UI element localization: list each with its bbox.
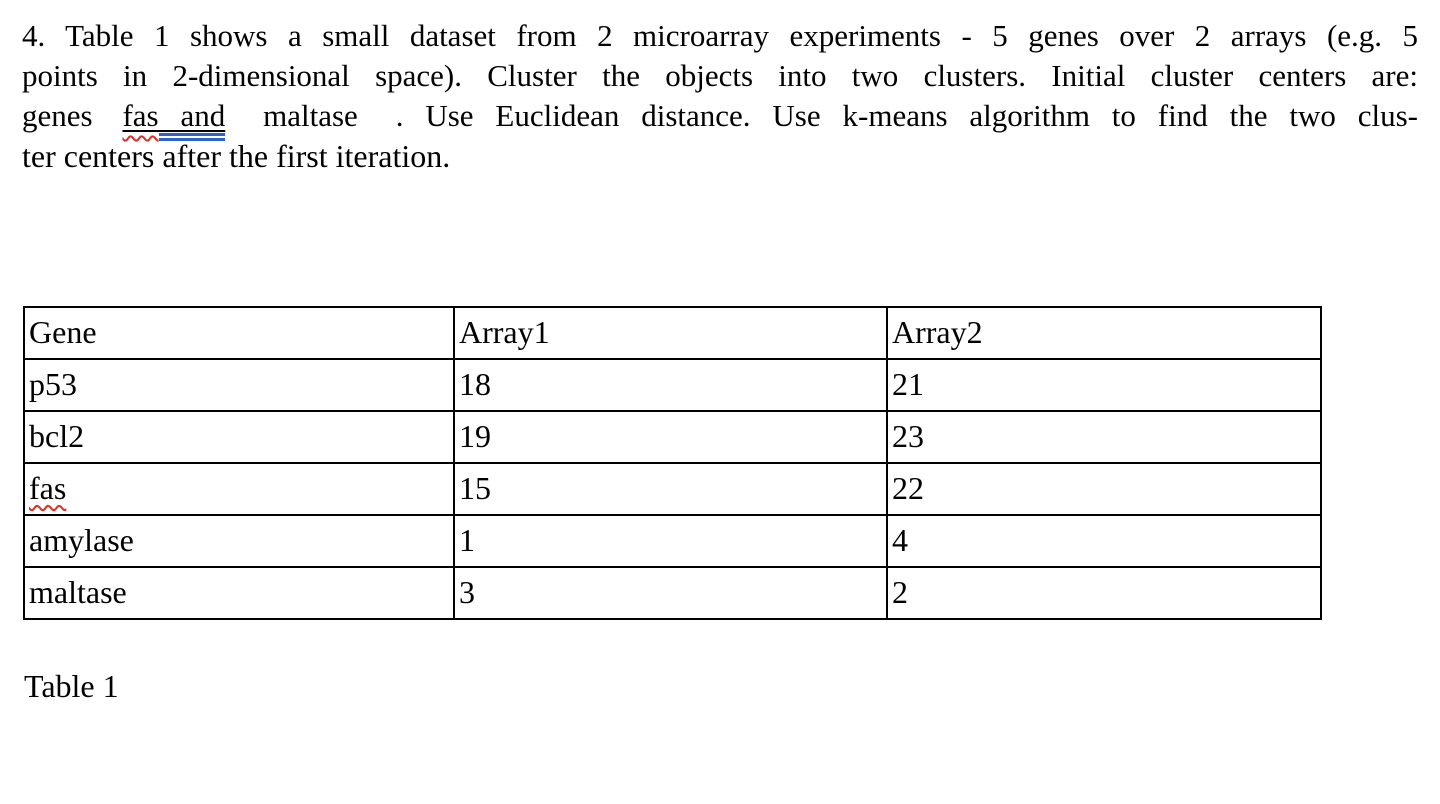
cell-gene-fas bbox=[24, 463, 454, 515]
cell-p53-array1: 18 bbox=[454, 359, 887, 411]
paragraph-line-1: 4. Table 1 shows a small dataset from 2 microarray experiments - 5 genes over 2 arrays (e.g. 5 bbox=[22, 18, 1418, 53]
cell-bcl2-array1: 19 bbox=[454, 411, 887, 463]
table-caption: Table 1 bbox=[24, 668, 119, 704]
cell-gene-bcl2: bcl2 bbox=[24, 411, 454, 463]
table-row bbox=[24, 515, 1321, 567]
cell-maltase-array1: 3 bbox=[454, 567, 887, 619]
cell-gene-amylase: amylase bbox=[24, 515, 454, 567]
table-row bbox=[24, 567, 1321, 619]
table-header-row bbox=[24, 307, 1321, 359]
cell-fas-array1: 15 bbox=[454, 463, 887, 515]
table-row bbox=[24, 463, 1321, 515]
fas-and-underlined-phrase bbox=[122, 98, 225, 133]
header-gene: Gene bbox=[24, 307, 454, 359]
paragraph-line-2: points in 2-dimensional space). Cluster the objects into two clusters. Initial cluster centers are: bbox=[22, 58, 1418, 93]
table-row bbox=[24, 359, 1321, 411]
cell-p53-array2: 21 bbox=[887, 359, 1321, 411]
header-array1: Array1 bbox=[454, 307, 887, 359]
line-3-rest: . Use Euclidean distance. Use k-means algorithm to find the two clus- bbox=[395, 98, 1418, 133]
cell-fas-array2: 22 bbox=[887, 463, 1321, 515]
word-maltase: maltase bbox=[263, 98, 358, 133]
cell-gene-maltase: maltase bbox=[24, 567, 454, 619]
word-fas-misspelled-cell: fas bbox=[29, 469, 67, 506]
cell-gene-p53: p53 bbox=[24, 359, 454, 411]
gene-data-table bbox=[23, 306, 1322, 620]
cell-bcl2-array2: 23 bbox=[887, 411, 1321, 463]
header-array2: Array2 bbox=[887, 307, 1321, 359]
word-and-grammar-marked: and bbox=[159, 98, 226, 141]
paragraph-line-4: ter centers after the first iteration. bbox=[22, 138, 451, 174]
table-row bbox=[24, 411, 1321, 463]
cell-amylase-array1: 1 bbox=[454, 515, 887, 567]
word-genes: genes bbox=[22, 98, 93, 133]
word-fas-misspelled: fas bbox=[122, 98, 159, 133]
cell-amylase-array2: 4 bbox=[887, 515, 1321, 567]
paragraph-line-3 bbox=[22, 96, 1418, 136]
cell-maltase-array2: 2 bbox=[887, 567, 1321, 619]
question-paragraph bbox=[22, 16, 1418, 176]
